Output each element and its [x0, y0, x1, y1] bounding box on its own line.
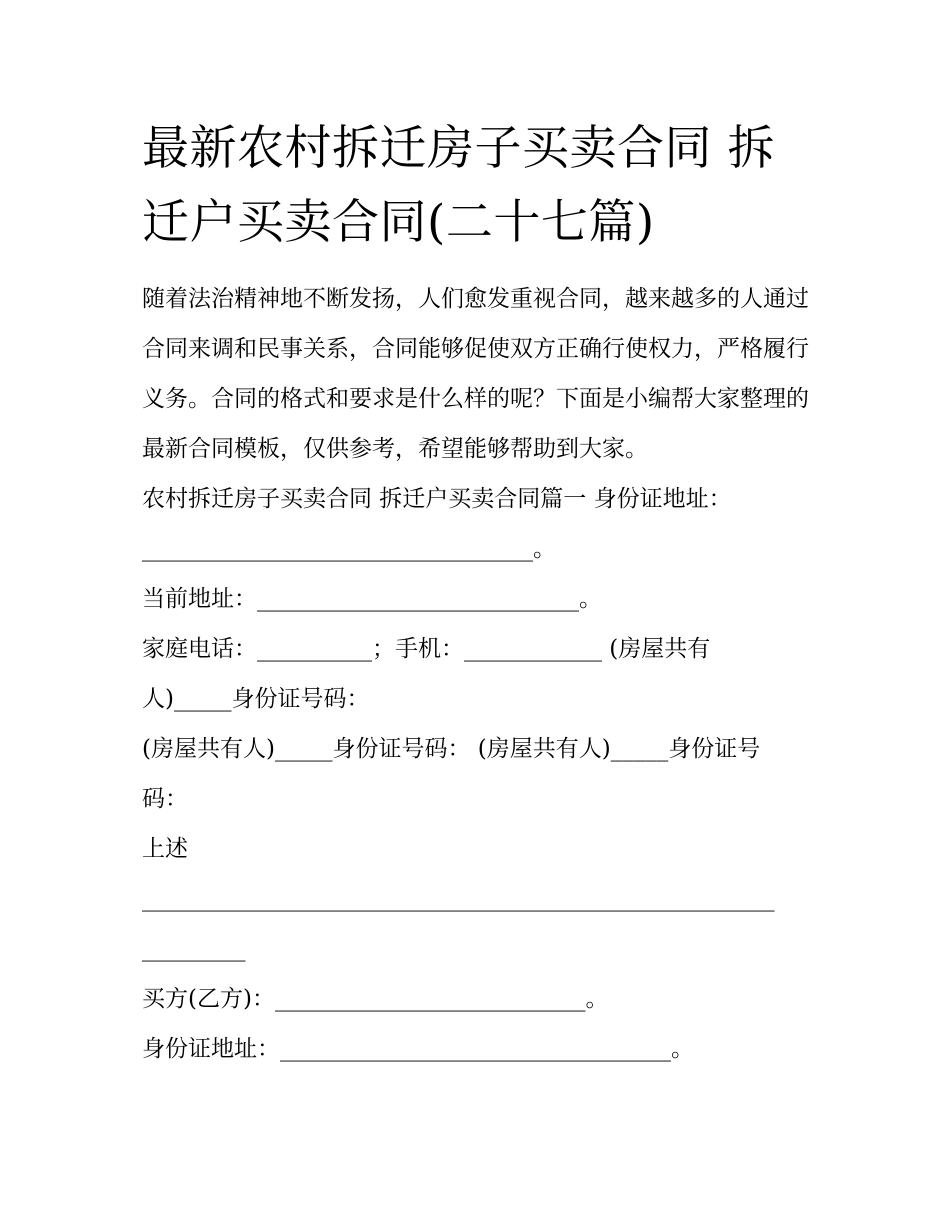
co-owner-line-3: 码：	[142, 786, 188, 812]
blank-line-long: _______________________________________________________	[142, 886, 775, 912]
phone-line: 家庭电话：__________；手机：____________ (房屋共有	[142, 636, 711, 662]
document-page	[142, 112, 822, 1074]
co-owner-line-1: 人)_____身份证号码：	[142, 686, 370, 712]
blank-line-short: _________	[142, 936, 246, 962]
intro-paragraph: 随着法治精神地不断发扬，人们愈发重视合同，越来越多的人通过合同来调和民事关系，合同能够促使双方正确行使权力，严格履行义务。合同的格式和要求是什么样的呢？下面是小编帮大家整理的最新合同模板，仅供参考，希望能够帮助到大家。	[142, 286, 809, 462]
above-line: 上述	[142, 836, 188, 862]
document-body	[142, 274, 822, 1074]
buyer-id-address-line: 身份证地址：__________________________________。	[142, 1036, 694, 1062]
current-address-line: 当前地址：____________________________。	[142, 586, 602, 612]
id-address-blank: __________________________________。	[142, 536, 556, 562]
co-owner-line-2: (房屋共有人)_____身份证号码： (房屋共有人)_____身份证号	[142, 736, 761, 762]
document-title	[142, 112, 822, 260]
section-heading: 农村拆迁房子买卖合同 拆迁户买卖合同篇一 身份证地址：	[142, 486, 732, 512]
title-line-1: 最新农村拆迁房子买卖合同 拆	[142, 121, 775, 176]
buyer-line: 买方(乙方)：___________________________。	[142, 986, 609, 1012]
title-line-2: 迁户买卖合同(二十七篇)	[142, 195, 655, 250]
